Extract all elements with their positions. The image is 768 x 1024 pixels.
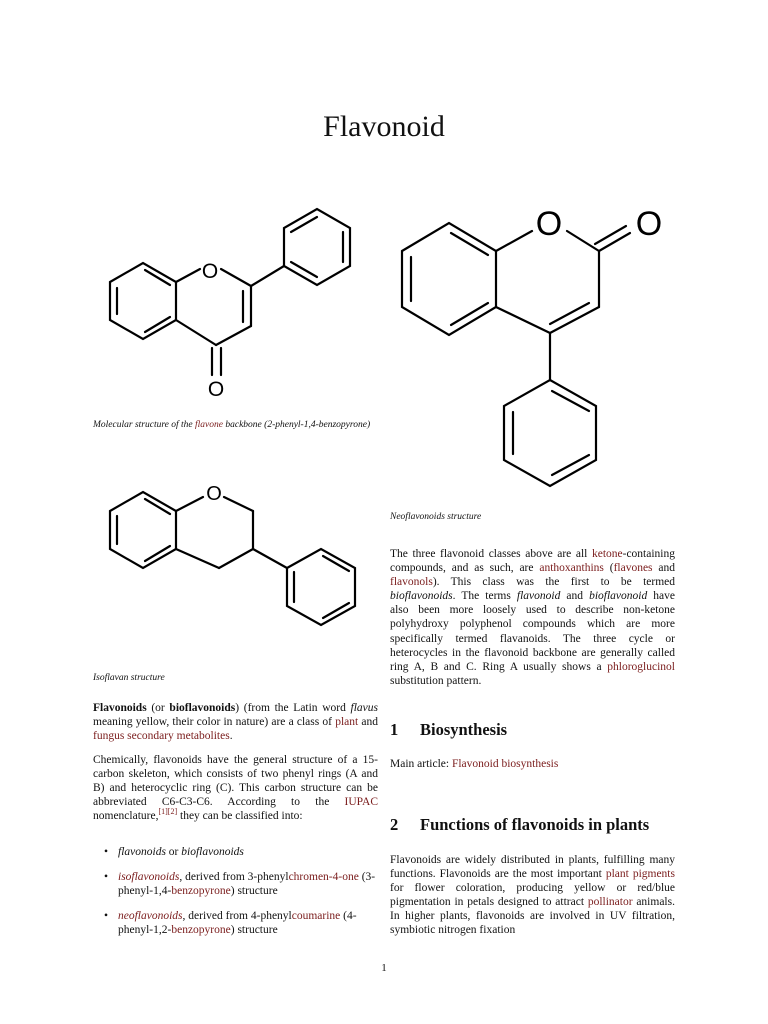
page-number: 1 [381,962,387,974]
neoflavonoids-link[interactable]: neoflavonoids [118,910,183,923]
list-item: • flavonoids or bioflavonoids [104,846,244,858]
flavone-structure-diagram [95,200,380,410]
flavones-link[interactable]: flavones [613,562,653,575]
ring-oxygen-label: O [535,205,563,243]
plant-pigments-link[interactable]: plant pigments [605,868,675,881]
flavone-link[interactable]: flavone [195,420,223,430]
isoflavonoids-link[interactable]: isoflavonoids [118,871,180,884]
coumarine-link[interactable]: coumarine [291,910,341,923]
isoflavan-structure-diagram [100,478,370,643]
main-article-note: Main article: Flavonoid biosynthesis [390,758,559,770]
ketone-link[interactable]: ketone [591,548,623,560]
ring-oxygen-label: O [206,483,222,505]
list-item: • isoflavonoids, derived from 3-phenylchromen-4-one (3-phenyl-1,4-benzopyrone) structure [104,871,376,898]
plant-link[interactable]: plant [335,716,359,729]
pollinator-link[interactable]: pollinator [587,896,633,909]
list-item: • neoflavonoids, derived from 4-phenylcoumarine (4-phenyl-1,2-benzopyrone) structure [104,910,357,937]
section-heading-functions: 2 Functions of flavonoids in plants [390,815,650,834]
section-heading-biosynthesis: 1 Biosynthesis [390,720,508,739]
chromen-4-one-link[interactable]: chromen-4-one [288,871,359,884]
keto-oxygen-label: O [635,205,663,243]
neoflavonoid-caption: Neoflavonoids structure [390,512,482,522]
phloroglucinol-link[interactable]: phloroglucinol [607,660,675,673]
keto-oxygen-label: O [207,378,225,401]
bullet-icon: • [104,846,109,858]
fungus-secondary-metabolites-link[interactable]: fungus secondary metabolites [93,730,230,743]
anthoxanthins-link[interactable]: anthoxanthins [539,562,604,575]
flavone-caption: Molecular structure of the flavone backbone (2-phenyl-1,4-benzopyrone) [93,420,371,430]
iupac-link[interactable]: IUPAC [344,796,378,809]
flavonols-link[interactable]: flavonols [390,576,433,589]
reference-link[interactable]: [1][2] [158,807,178,817]
classification-list [104,845,378,948]
flavonoid-classes-paragraph: The three flavonoid classes above are all ketone-containing compounds, and as such, are anthoxanthins (flavones and flavonols). This class was the first to be termed bioflavonoids. The terms flavonoid and bioflavonoid have also been more loosely used to describe non-ketone polyhydroxy polyphenol compounds which are more specifically termed flavanoids. The three cycle or heterocycles in the flavonoid backbone are generally called ring A, B and C. Ring A usually shows a phloroglucinol substitution pattern. [390,548,676,687]
benzopyrone-link[interactable]: benzopyrone [171,885,231,898]
bullet-icon: • [104,910,109,923]
intro-paragraph: Flavonoids (or bioflavonoids) (from the Latin word flavus meaning yellow, their color in nature) are a class of plant and fungus secondary metabolites. [93,702,378,743]
chemistry-paragraph: Chemically, flavonoids have the general structure of a 15-carbon skeleton, which consists of two phenyl rings (A and B) and heterocyclic ring (C). This carbon structure can be abbreviated C6-C3-C6. According to the IUPAC nomenclature,[1][2] they can be classified into: [93,754,378,823]
neoflavonoid-structure-diagram [390,195,680,495]
benzopyrone-link[interactable]: benzopyrone [171,924,231,937]
flavonoid-biosynthesis-link[interactable]: Flavonoid biosynthesis [451,758,559,770]
functions-paragraph: Flavonoids are widely distributed in plants, fulfilling many functions. Flavonoids are the most important plant pigments for flower coloration, producing yellow or red/blue pigmentation in petals designed to attract pollinator animals. In higher plants, flavonoids are involved in UV filtration, symbiotic nitrogen fixation [390,854,675,937]
isoflavan-caption: Isoflavan structure [93,673,165,683]
page-title: Flavonoid [323,110,445,143]
ring-oxygen-label: O [201,260,219,283]
bullet-icon: • [104,871,109,884]
